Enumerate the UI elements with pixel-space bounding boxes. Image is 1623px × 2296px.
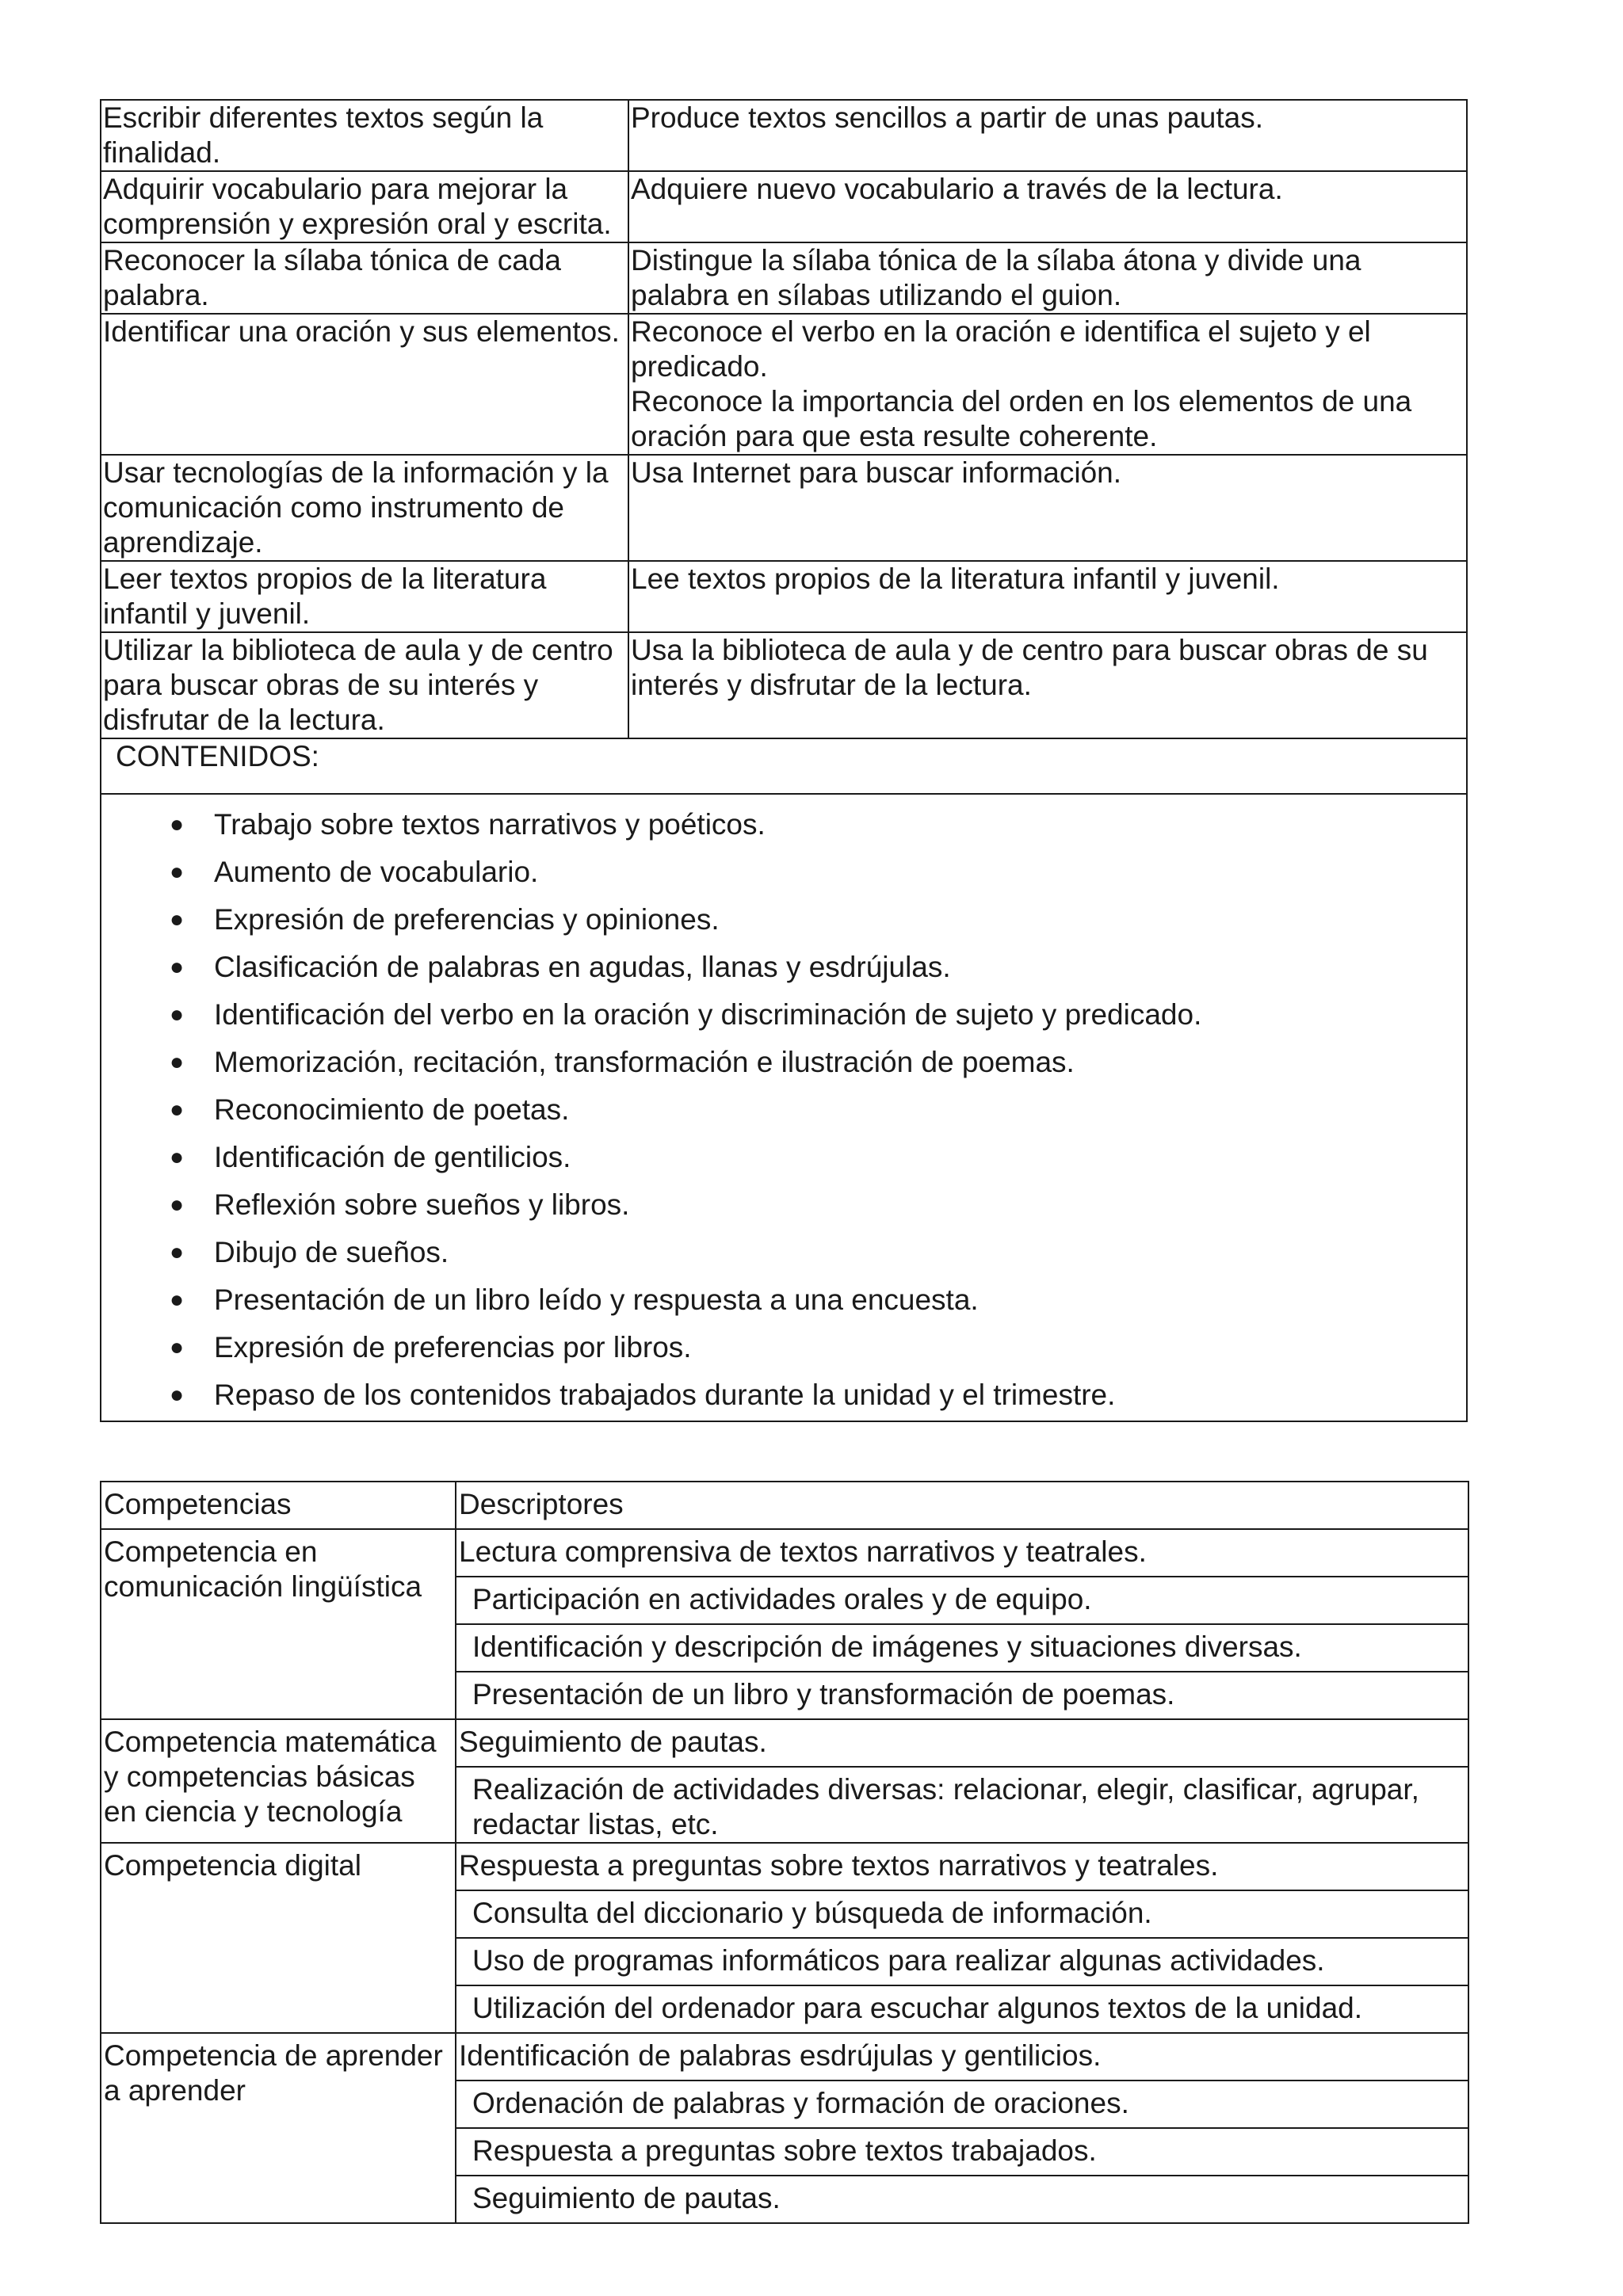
table-row	[101, 561, 1467, 632]
table-row	[101, 1719, 1468, 1767]
list-item	[101, 1134, 1466, 1181]
criteria-text: Produce textos sencillos a partir de unas pautas.	[631, 101, 1264, 134]
list-item-text: Reflexión sobre sueños y libros.	[214, 1188, 630, 1221]
bullet-icon: ●	[170, 1334, 185, 1360]
criteria-cell	[628, 455, 1467, 561]
contents-list	[101, 795, 1466, 1421]
criteria-cell	[628, 561, 1467, 632]
list-item	[101, 801, 1466, 849]
objective-cell: Leer textos propios de la literatura infantil y juvenil.	[101, 561, 628, 632]
objective-cell: Usar tecnologías de la información y la comunicación como instrumento de aprendizaje.	[101, 455, 628, 561]
descriptors-header: Descriptores	[456, 1482, 1468, 1529]
criteria-cell	[628, 171, 1467, 242]
criteria-text: Reconoce el verbo en la oración e identifica el sujeto y el predicado.	[631, 315, 1371, 383]
descriptor-cell: Respuesta a preguntas sobre textos narrativos y teatrales.	[456, 1843, 1468, 1890]
bullet-icon: ●	[170, 1144, 185, 1170]
list-item-text: Identificación de gentilicios.	[214, 1141, 571, 1173]
objective-cell: Reconocer la sílaba tónica de cada palabra.	[101, 242, 628, 314]
objective-cell: Escribir diferentes textos según la finalidad.	[101, 100, 628, 171]
list-item-text: Repaso de los contenidos trabajados durante la unidad y el trimestre.	[214, 1379, 1116, 1411]
list-item	[101, 1371, 1466, 1419]
competence-name: Competencia de aprender a aprender	[101, 2033, 456, 2223]
contents-row	[101, 794, 1467, 1421]
contents-cell	[101, 794, 1467, 1421]
bullet-icon: ●	[170, 811, 185, 837]
criteria-cell	[628, 242, 1467, 314]
objectives-table	[100, 99, 1468, 1422]
list-item-text: Reconocimiento de poetas.	[214, 1093, 570, 1126]
descriptor-cell: Presentación de un libro y transformación de poemas.	[456, 1672, 1468, 1719]
list-item-text: Trabajo sobre textos narrativos y poéticos.	[214, 808, 766, 841]
table-row	[101, 1843, 1468, 1890]
criteria-text: Distingue la sílaba tónica de la sílaba átona y divide una palabra en sílabas utilizando el guion.	[631, 244, 1361, 311]
bullet-icon: ●	[170, 1192, 185, 1218]
list-item	[101, 944, 1466, 991]
objective-cell: Identificar una oración y sus elementos.	[101, 314, 628, 455]
descriptor-cell: Participación en actividades orales y de equipo.	[456, 1577, 1468, 1624]
list-item-text: Expresión de preferencias por libros.	[214, 1331, 692, 1363]
list-item-text: Aumento de vocabulario.	[214, 856, 539, 888]
table-row	[101, 2033, 1468, 2081]
table-row	[101, 314, 1467, 455]
list-item	[101, 991, 1466, 1039]
criteria-text: Lee textos propios de la literatura infantil y juvenil.	[631, 563, 1280, 595]
descriptor-cell: Lectura comprensiva de textos narrativos y teatrales.	[456, 1529, 1468, 1577]
table-row	[101, 1529, 1468, 1577]
bullet-icon: ●	[170, 859, 185, 885]
list-item	[101, 1276, 1466, 1324]
list-item-text: Identificación del verbo en la oración y discriminación de sujeto y predicado.	[214, 998, 1202, 1031]
criteria-cell	[628, 314, 1467, 455]
bullet-icon: ●	[170, 1049, 185, 1075]
bullet-icon: ●	[170, 1001, 185, 1028]
table-row	[101, 242, 1467, 314]
descriptor-cell: Seguimiento de pautas.	[456, 2176, 1468, 2223]
table-row	[101, 171, 1467, 242]
descriptor-cell: Identificación de palabras esdrújulas y gentilicios.	[456, 2033, 1468, 2081]
descriptor-cell: Seguimiento de pautas.	[456, 1719, 1468, 1767]
competencies-table	[100, 1481, 1469, 2224]
criteria-text: Adquiere nuevo vocabulario a través de la lectura.	[631, 173, 1283, 205]
criteria-cell	[628, 632, 1467, 738]
table-row	[101, 455, 1467, 561]
contents-heading-row	[101, 738, 1467, 794]
bullet-icon: ●	[170, 1287, 185, 1313]
contents-heading: CONTENIDOS:	[101, 738, 1467, 794]
list-item	[101, 1229, 1466, 1276]
list-item	[101, 849, 1466, 896]
bullet-icon: ●	[170, 954, 185, 980]
list-item-text: Expresión de preferencias y opiniones.	[214, 903, 720, 936]
bullet-icon: ●	[170, 1239, 185, 1265]
criteria-text: Usa Internet para buscar información.	[631, 456, 1122, 489]
descriptor-cell: Utilización del ordenador para escuchar algunos textos de la unidad.	[456, 1985, 1468, 2033]
criteria-cell	[628, 100, 1467, 171]
objective-cell: Adquirir vocabulario para mejorar la comprensión y expresión oral y escrita.	[101, 171, 628, 242]
list-item-text: Clasificación de palabras en agudas, llanas y esdrújulas.	[214, 951, 951, 983]
list-item	[101, 1086, 1466, 1134]
list-item-text: Dibujo de sueños.	[214, 1236, 449, 1268]
descriptor-cell: Realización de actividades diversas: relacionar, elegir, clasificar, agrupar, redactar listas, etc.	[456, 1767, 1468, 1843]
competence-name: Competencia en comunicación lingüística	[101, 1529, 456, 1719]
bullet-icon: ●	[170, 1097, 185, 1123]
list-item	[101, 1181, 1466, 1229]
criteria-text: Usa la biblioteca de aula y de centro para buscar obras de su interés y disfrutar de la lectura.	[631, 634, 1428, 701]
competence-name: Competencia matemática y competencias básicas en ciencia y tecnología	[101, 1719, 456, 1843]
list-item	[101, 896, 1466, 944]
header-row	[101, 1482, 1468, 1529]
table-row	[101, 100, 1467, 171]
descriptor-cell: Identificación y descripción de imágenes y situaciones diversas.	[456, 1624, 1468, 1672]
criteria-text: Reconoce la importancia del orden en los elementos de una oración para que esta resulte coherente.	[631, 385, 1412, 452]
descriptor-cell: Uso de programas informáticos para realizar algunas actividades.	[456, 1938, 1468, 1985]
bullet-icon: ●	[170, 906, 185, 933]
list-item-text: Presentación de un libro leído y respuesta a una encuesta.	[214, 1283, 979, 1316]
objective-cell: Utilizar la biblioteca de aula y de centro para buscar obras de su interés y disfrutar de la lectura.	[101, 632, 628, 738]
list-item	[101, 1324, 1466, 1371]
bullet-icon: ●	[170, 1382, 185, 1408]
competences-header: Competencias	[101, 1482, 456, 1529]
descriptor-cell: Ordenación de palabras y formación de oraciones.	[456, 2081, 1468, 2128]
list-item-text: Memorización, recitación, transformación e ilustración de poemas.	[214, 1046, 1075, 1078]
list-item	[101, 1039, 1466, 1086]
descriptor-cell: Consulta del diccionario y búsqueda de información.	[456, 1890, 1468, 1938]
table-row	[101, 632, 1467, 738]
descriptor-cell: Respuesta a preguntas sobre textos trabajados.	[456, 2128, 1468, 2176]
competence-name: Competencia digital	[101, 1843, 456, 2033]
